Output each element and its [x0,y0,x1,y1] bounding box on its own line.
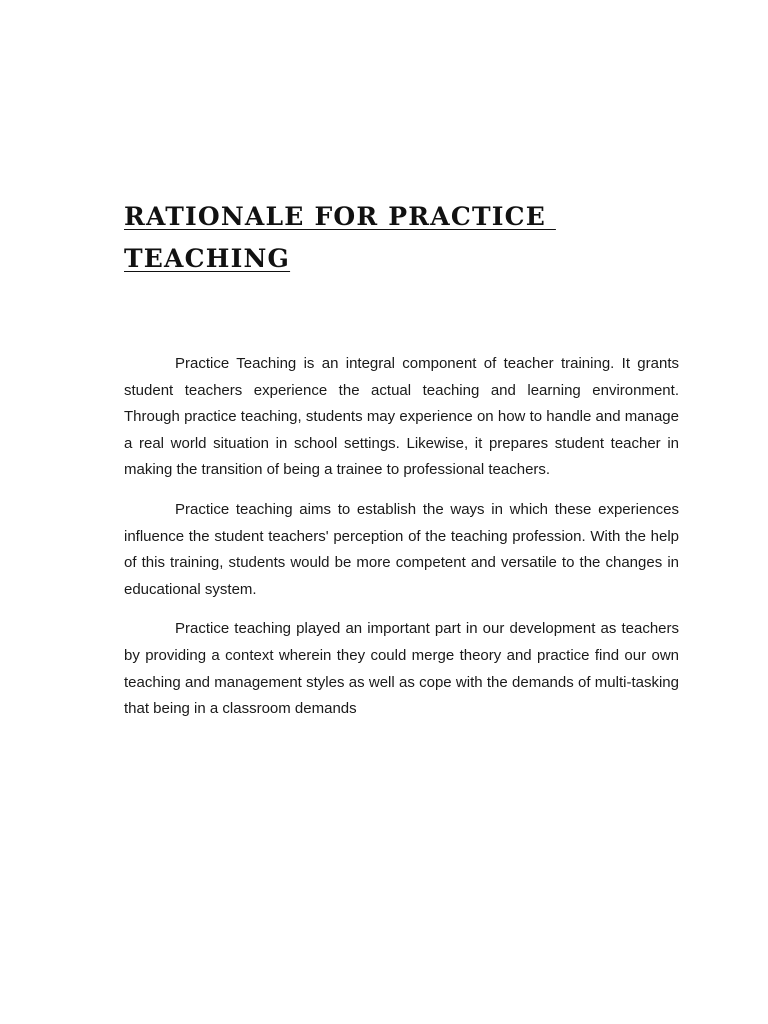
title-line-1: RATIONALE FOR PRACTICE [124,202,556,231]
paragraph-2: Practice teaching aims to establish the ways in which these experiences influence the student teachers' perception of the teaching profession. With the help of this training, students would be more competent and versatile to the changes in educational system. [124,500,679,598]
paragraph-1: Practice Teaching is an integral component of teacher training. It grants student teachers experience the actual teaching and learning environment. Through practice teaching, students may experience on how to handle and manage a real world situation in school settings. Likewise, it prepares student teacher in making the transition of being a trainee to professional teachers. [124,355,679,479]
document-title [124,196,584,280]
paragraph-3: Practice teaching played an important part in our development as teachers by providing a context wherein they could merge theory and practice find our own teaching and management styles as well as cope with the demands of multi-tasking that being in a classroom demands [124,620,679,718]
document-body [124,351,679,736]
title-line-2: TEACHING [124,244,291,273]
